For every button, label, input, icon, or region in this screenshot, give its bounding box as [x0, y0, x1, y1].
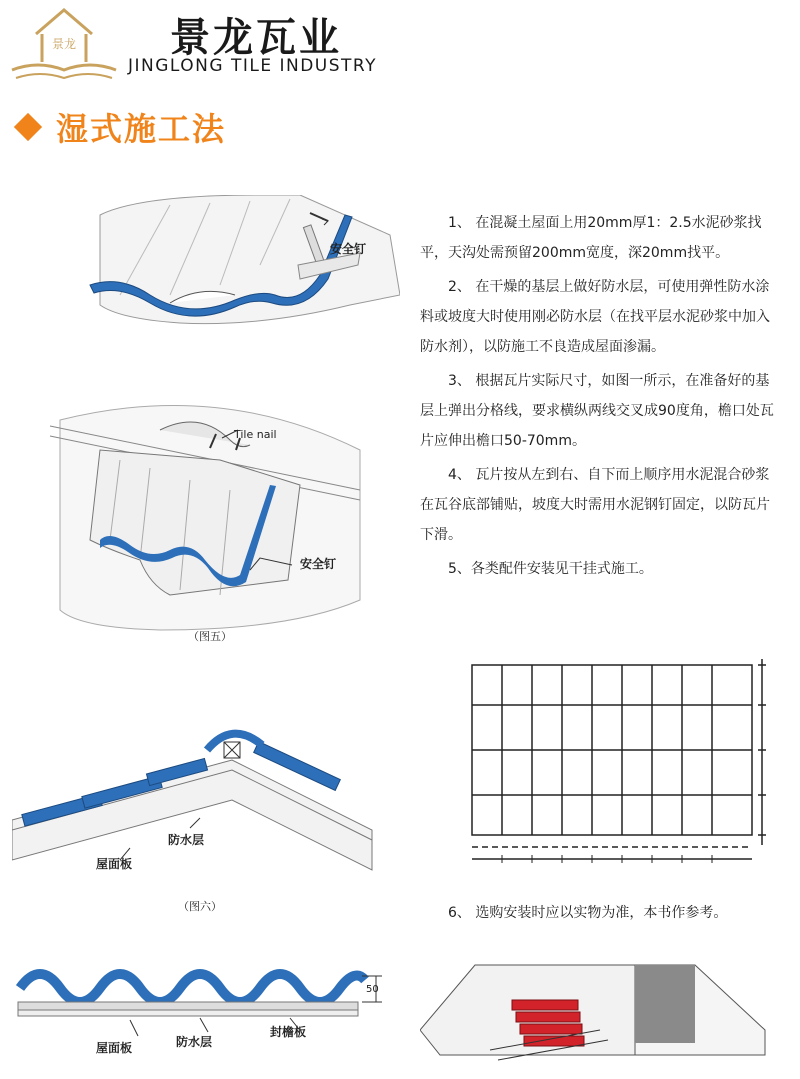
brand-name-cn: 景龙瓦业 — [170, 15, 342, 61]
step-1: 1、 在混凝土屋面上用20mm厚1：2.5水泥砂浆找平，天沟处需预留200mm宽度，深20mm找平。 — [420, 215, 762, 261]
step-4: 4、 瓦片按从左到右、自下而上顺序用水泥混合砂浆在瓦谷底部铺贴，坡度大时需用水泥钢钉固定，以防瓦片下滑。 — [420, 467, 770, 543]
fig6-label-board: 屋面板 — [96, 857, 133, 871]
fig5-caption: （图五） — [188, 630, 232, 643]
label-tile-nail: Tile nail — [234, 428, 277, 441]
bottom-label-board: 屋面板 — [96, 1041, 133, 1055]
figure-tile-nail — [60, 195, 400, 335]
bottom-label-waterproof: 防水层 — [176, 1035, 213, 1049]
brand-logo — [8, 4, 120, 84]
step-5: 5、各类配件安装见干挂式施工。 — [448, 561, 653, 577]
figure-5 — [40, 390, 380, 650]
brand-name-en: JINGLONG TILE INDUSTRY — [128, 56, 378, 76]
section-heading — [12, 104, 226, 150]
label-nail-top: 安全钉 — [330, 242, 367, 256]
label-nail-fig5: 安全钉 — [300, 557, 337, 571]
step-6: 6、 选购安装时应以实物为准，本书作参考。 — [448, 905, 728, 921]
section-title: 湿式施工法 — [56, 110, 227, 148]
step-2: 2、 在干燥的基层上做好防水层，可使用弹性防水涂料或坡度大时使用刚必防水层（在找平层水泥砂浆中加入防水剂），以防施工不良造成屋面渗漏。 — [420, 279, 770, 355]
bottom-label-eave: 封檐板 — [270, 1025, 307, 1039]
dimension-label: 50 — [366, 984, 379, 995]
logo-text: 景龙 — [51, 37, 77, 51]
step-3: 3、 根据瓦片实际尺寸，如图一所示，在准备好的基层上弹出分格线，要求横纵两线交叉成90度角，檐口处瓦片应伸出檐口50-70mm。 — [420, 373, 774, 449]
fig6-label-waterproof: 防水层 — [168, 833, 205, 847]
figure-grid-layout — [460, 655, 780, 875]
diamond-bullet-icon — [14, 113, 42, 141]
steps-text — [420, 208, 782, 588]
figure-6 — [12, 720, 392, 920]
figure-roof-perspective — [420, 960, 795, 1070]
fig6-caption: （图六） — [178, 900, 222, 913]
figure-wave-section — [10, 960, 390, 1070]
